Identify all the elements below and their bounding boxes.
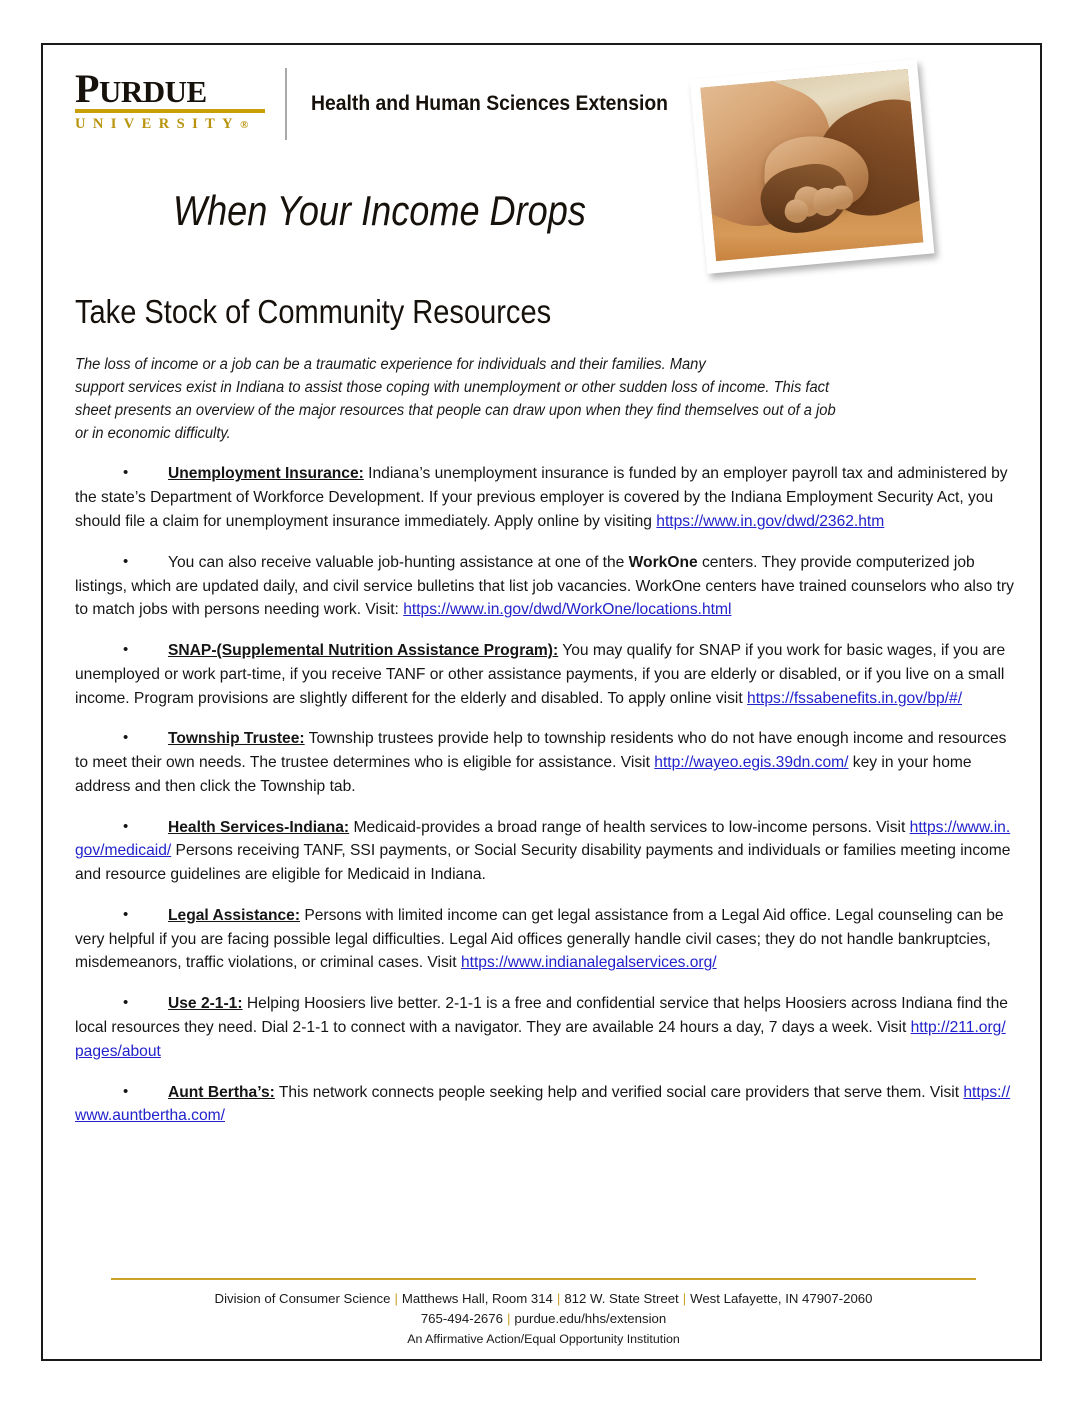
bullet-label: Health Services-Indiana: (168, 818, 350, 836)
bullet-text (75, 904, 1014, 975)
list-item (75, 1081, 1014, 1129)
page-frame (41, 43, 1042, 1361)
intro-paragraph (75, 353, 1014, 445)
document-title: When Your Income Drops (173, 187, 586, 234)
resource-bullet-list (75, 462, 1014, 1128)
bullet-body: Medicaid-provides a broad range of health services to low-income persons. Visit (349, 818, 910, 836)
resource-link[interactable]: https://fssabenefits.in.gov/bp/#/ (747, 689, 963, 707)
bullet-marker: • (123, 729, 129, 747)
bullet-text (75, 1081, 1014, 1129)
footer-division: Division of Consumer Science (214, 1290, 391, 1306)
list-item (75, 639, 1014, 710)
page-content-area (43, 45, 1040, 1359)
list-item (75, 904, 1014, 975)
intro-line: support services exist in Indiana to assist those coping with unemployment or other sudden loss of income. This fact (75, 379, 830, 397)
bullet-text (75, 992, 1014, 1063)
intro-line: sheet presents an overview of the major resources that people can draw upon when they find themselves out of a job (75, 402, 836, 420)
footer-website[interactable]: purdue.edu/hhs/extension (514, 1311, 667, 1327)
purdue-wordmark-initial: P (75, 66, 99, 111)
resource-link[interactable]: http://211.org/pages/about (75, 1018, 1006, 1060)
bullet-body: Persons with limited income can get legal assistance from a Legal Aid office. Legal counseling can be very helpful if you are facing possible legal difficulties. Legal Aid offices generally handle civil cases; they do not handle bankruptcies, misdemeanors, traffic violations, or criminal cases. Visit (75, 906, 1004, 972)
footer-separator: | (506, 1311, 511, 1327)
list-item (75, 551, 1014, 622)
document-body (75, 353, 1014, 1128)
purdue-wordmark (75, 66, 267, 111)
bullet-body: Township trustees provide help to township residents who do not have enough income and resources to meet their own needs. The trustee determines who is eligible for assistance. Visit (75, 730, 1007, 772)
bullet-label: Unemployment Insurance: (168, 465, 364, 483)
list-item (75, 462, 1014, 533)
bullet-marker: • (123, 1082, 129, 1100)
bullet-marker: • (123, 641, 129, 659)
footer-street: 812 W. State Street (564, 1290, 679, 1306)
bullet-marker: • (123, 464, 129, 482)
resource-link[interactable]: https://www.in.gov/dwd/WorkOne/locations.html (403, 601, 732, 619)
bullet-marker: • (123, 994, 129, 1012)
purdue-gold-rule (75, 109, 265, 113)
footer-building: Matthews Hall, Room 314 (401, 1290, 553, 1306)
bullet-body: You can also receive valuable job-hunting assistance at one of the (168, 553, 629, 571)
footer-separator: | (556, 1290, 561, 1306)
bullet-inline-bold: WorkOne (628, 553, 698, 571)
purdue-university-label: UNIVERSITY (75, 116, 241, 132)
footer-address-line (111, 1289, 976, 1310)
document-subtitle: Take Stock of Community Resources (75, 293, 552, 330)
document-header (75, 66, 708, 140)
bullet-marker: • (123, 817, 129, 835)
bullet-body: Indiana’s unemployment insurance is funded by an employer payroll tax and administered by the state’s Department of Workforce Development. If your previous employer is covered by the Indiana Employment Security Act, you should file a claim for unemployment insurance immediately. Apply online by visiting (75, 465, 1008, 530)
list-item (75, 727, 1014, 798)
purdue-logo (75, 66, 267, 133)
footer-separator: | (394, 1290, 398, 1306)
bullet-body-tail: key in your home address and then click the Township tab. (75, 754, 972, 795)
clasped-hands-photo (700, 69, 923, 261)
resource-link[interactable]: http://wayeo.egis.39dn.com/ (654, 754, 849, 772)
bullet-label: SNAP-(Supplemental Nutrition Assistance Program): (168, 642, 559, 660)
bullet-text (75, 816, 1014, 887)
photo-frame (690, 59, 935, 274)
footer-city-state-zip: West Lafayette, IN 47907-2060 (690, 1290, 873, 1306)
bullet-text (75, 727, 1014, 798)
list-item (75, 816, 1014, 887)
intro-line: or in economic difficulty. (75, 425, 231, 443)
footer-divider (111, 1278, 976, 1280)
bullet-text (75, 639, 1014, 710)
bullet-label: Use 2-1-1: (168, 995, 243, 1013)
bullet-body: Helping Hoosiers live better. 2-1-1 is a free and confidential service that helps Hoosiers across Indiana find the local resources they need. Dial 2-1-1 to connect with a navigator. They are available 24 hours a day, 7 days a week. Visit (75, 995, 1008, 1036)
header-divider (285, 68, 287, 140)
footer-contact-line (111, 1309, 976, 1330)
bullet-label: Township Trustee: (168, 730, 305, 748)
resource-link[interactable]: https://www.in.gov/medicaid/ (75, 818, 1011, 860)
bullet-text (75, 462, 1014, 533)
intro-line: The loss of income or a job can be a traumatic experience for individuals and their families. Many (75, 356, 706, 373)
document-footer (111, 1278, 976, 1350)
bullet-body-mid: centers. They provide computerized job listings, which are updated daily, and civil service bulletins that list job vacancies. WorkOne centers have trained counselors who also try to match jobs with persons needing work. Visit: (75, 553, 1014, 619)
resource-link[interactable]: https://www.indianalegalservices.org/ (460, 954, 717, 972)
header-tagline: Health and Human Sciences Extension (311, 91, 669, 115)
purdue-university-text (75, 116, 267, 133)
photo-finger (829, 185, 852, 210)
bullet-body: This network connects people seeking help and verified social care providers that serve them. Visit (274, 1083, 964, 1101)
resource-link[interactable]: https://www.auntbertha.com/ (75, 1083, 1011, 1125)
footer-separator: | (682, 1290, 687, 1306)
registered-trademark-icon: ® (240, 119, 249, 131)
list-item (75, 992, 1014, 1063)
purdue-wordmark-rest: URDUE (98, 74, 207, 109)
footer-phone: 765-494-2676 (420, 1311, 503, 1327)
bullet-body: You may qualify for SNAP if you work for basic wages, if you are unemployed or work part-time, if you receive TANF or other assistance payments, if you are elderly or disabled, or if you live on a small income. Program provisions are slightly different for the elderly and disabled. To apply online visit (75, 642, 1006, 707)
bullet-label: Aunt Bertha’s: (168, 1083, 275, 1101)
bullet-marker: • (123, 905, 129, 923)
bullet-body-tail: Persons receiving TANF, SSI payments, or Social Security disability payments and individuals or families meeting income and resource guidelines are eligible for Medicaid in Indiana. (75, 842, 1011, 884)
bullet-label: Legal Assistance: (168, 906, 301, 924)
footer-eeo-statement: An Affirmative Action/Equal Opportunity Institution (407, 1332, 680, 1347)
header-photo (698, 69, 943, 324)
bullet-text (75, 551, 1014, 622)
resource-link[interactable]: https://www.in.gov/dwd/2362.htm (656, 512, 885, 530)
bullet-marker: • (123, 552, 129, 570)
